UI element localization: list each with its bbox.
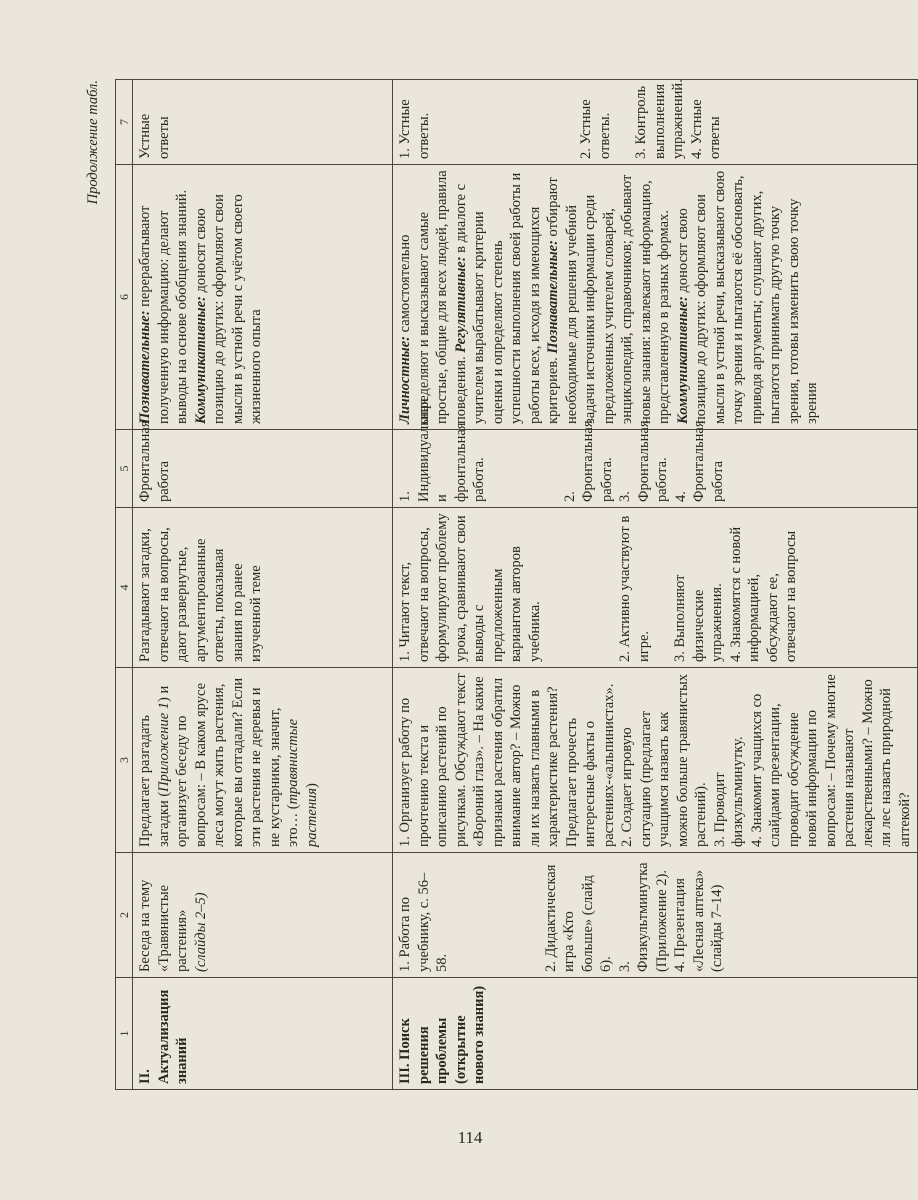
list-item: 2. Активно участвуют в игре. [617,515,652,662]
list-item: 2. Дидактическая игра «Кто больше» (слайд 6). [542,864,614,972]
skill-category-label: Познавательные: [545,240,561,354]
page-number: 114 [457,1128,483,1147]
form-cell: Фронтальная работа [133,430,393,508]
list-item: 3. Фронтальная работа. [617,420,670,502]
text-run: самостоятельно определяют и высказывают самые простые, общие для всех людей, правила поведения. [397,170,469,424]
table-row [133,80,393,1090]
text-run: Приложение 1 [155,701,172,792]
list-item: 2. Фронтальная работа. [561,420,615,502]
list-item: 3. Контроль выполнения упражнений. [633,79,686,159]
list-item: 4. Знакомятся с новой информацией, обсуждают ее, отвечают на вопросы [727,526,799,662]
activity-cell [133,853,393,978]
list-item: 1. Работа по учебнику, с. 56–58. [397,872,450,972]
list-item: 1. Организует работу по прочтению текста и описанию растений по рисункам. Обсуждают текст «Вороний глаз». – На какие признаки растения обратил внимание автор? – Можно ли их назвать главными в характеристике растения? Предлагает прочесть интересные факты о растениях-«альпинистах». [397,673,617,847]
column-header: 3 [116,668,133,853]
skills-cell [393,165,918,430]
skill-category-label: Регулятивные: [452,256,469,353]
text-run: в диалоге с учителем вырабатывают критерии оценки и определяют степень успешности выполнения своей работы и работы всех, исходя из имеющихся критериев. [452,172,561,424]
column-header: 5 [116,430,133,508]
skill-category-label: Коммуникативные: [674,296,691,424]
stage-cell: III. Поиск решения проблемы (открытие нового знания) [393,978,918,1090]
skills-cell [133,165,393,430]
list-item: 3. Физкультминутка (Приложение 2). [616,862,670,972]
text-run: ) и организует беседу по вопросам: – В каком ярусе леса могут жить растения, которые вы отгадали? Если эти растения не деревья и не кустарники, значит, это… ( [155,677,301,847]
teacher-cell [133,668,393,853]
list-item: 3. Выполняют физические упражнения. [672,574,725,662]
student-cell: Разгадывают загадки, отвечают на вопросы, дают развернутые, аргументированные ответы, показывая знания по ранее изученной теме [133,508,393,668]
text-run: доносят свою позицию до других: оформляют свои мысли в устной речи с учётом своего жизненного опыта [192,194,264,424]
lesson-plan-table [115,79,918,1090]
text-run: Предлагает разгадать загадки ( [137,715,172,847]
list-item: 1. Устные ответы. [397,99,432,159]
text-run: ) [303,783,320,788]
text-run: травянистые растения [285,719,320,847]
list-item: 1. Читают текст, отвечают на вопросы, формулируют проблему урока, сравнивают свои выводы с предложенным вариантом авторов учебника. [397,513,543,662]
form-cell [393,398,918,508]
list-item: 4. Презентация «Лесная аптека» (слайды 7–14) [672,870,725,972]
activity-cell [393,853,918,978]
column-header: 7 [116,80,133,165]
table-caption: Продолжение табл. [85,80,101,205]
stage-cell: II. Актуализация знаний [133,978,393,1090]
text-run: доносят свою позицию до других: оформляют свои мысли в устной речи, высказывают свою точку зрения и пытаются её обосновать, приводя аргументы; слушают других, пытаются принимать другую точку зрения, готовы изменить свою точку зрения [674,170,820,424]
column-header: 2 [116,853,133,978]
column-header: 1 [116,978,133,1090]
list-item: 3. Проводит физкультминутку. [711,736,746,847]
list-item: 2. Создает игровую ситуацию (предлагает учащимся назвать как можно больше травянистых растений). [619,673,709,847]
header-row [116,80,133,1090]
list-item: 4. Знакомит учащихся со слайдами презентации, проводит обсуждение новой информации по вопросам: – Почему многие растения называют лекарственными? – Можно ли лес назвать природной аптекой? [748,674,913,847]
column-header: 6 [116,165,133,430]
control-cell: Устные ответы [133,80,393,165]
text-run: Беседа на тему «Травянистые растения» [137,879,190,972]
table-row [393,80,918,1090]
skill-category-label: Личностные: [397,335,413,424]
control-cell [393,80,918,165]
skill-category-label: Коммуникативные: [192,296,209,424]
student-cell [393,508,918,668]
column-header: 4 [116,508,133,668]
text-run: (слайды 2–5) [192,892,209,972]
list-item: 4. Устные ответы [688,99,723,159]
list-item: 2. Устные ответы. [578,99,613,159]
skill-category-label: Познавательные: [137,310,153,424]
list-item: 1. Индивидуальная и фронтальная работа. [397,398,487,502]
rotated-page-content [85,79,913,1090]
text-run: отбирают необходимые для решения учебной задачи источники информации среди предложенных учителем словарей, энциклопедий, справочников; добывают новые знания: извлекают информацию, представленную в разных формах. [545,174,672,424]
text-run: перерабатывают полученную информацию: делают выводы на основе обобщения знаний. [137,189,190,424]
list-item: 4. Фронтальная работа [672,420,726,502]
teacher-cell [393,668,918,853]
